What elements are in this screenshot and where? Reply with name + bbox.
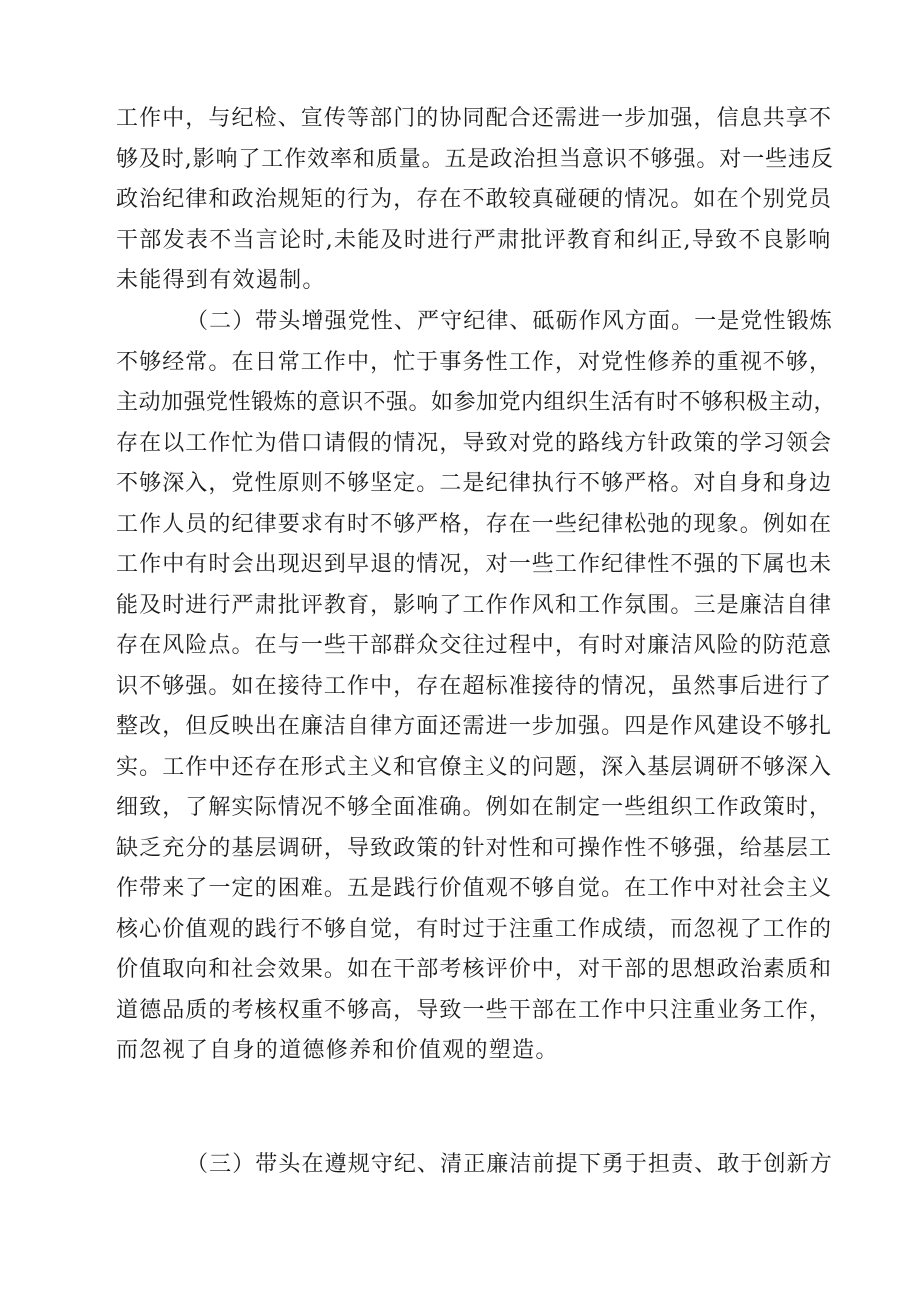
text-line: 干部发表不当言论时,未能及时进行严肃批评教育和纠正,导致不良影响 (116, 227, 832, 253)
paragraph-section-two (116, 302, 836, 1072)
text-line: 工作中有时会出现迟到早退的情况，对一些工作纪律性不强的下属也未 (116, 552, 833, 577)
text-line: 主动加强党性锻炼的意识不强。如参加党内组织生活有时不够积极主动， (116, 390, 837, 415)
text-line: 细致，了解实际情况不够全面准确。例如在制定一些组织工作政策时， (116, 795, 833, 820)
text-line: 价值取向和社会效果。如在干部考核评价中，对干部的思想政治素质和 (116, 957, 833, 982)
text-line: 作带来了一定的困难。五是践行价值观不够自觉。在工作中对社会主义 (116, 876, 833, 901)
text-line: 核心价值观的践行不够自觉，有时过于注重工作成绩，而忽视了工作的 (116, 916, 833, 942)
text-line: 存在风险点。在与一些干部群众交往过程中，有时对廉洁风险的防范意 (116, 633, 833, 658)
section-heading-line: （三）带头在遵规守纪、清正廉洁前提下勇于担责、敢于创新方 (186, 1152, 833, 1177)
text-line: 缺乏充分的基层调研，导致政策的针对性和可操作性不够强，给基层工 (116, 835, 833, 861)
text-line: 够及时,影响了工作效率和质量。五是政治担当意识不够强。对一些违反 (116, 146, 834, 172)
text-line: 实。工作中还存在形式主义和官僚主义的问题，深入基层调研不够深入 (116, 754, 833, 780)
text-line: 政治纪律和政治规矩的行为，存在不敢较真碰硬的情况。如在个别党员 (116, 187, 833, 212)
text-line: 识不够强。如在接待工作中，存在超标准接待的情况，虽然事后进行了 (116, 673, 833, 699)
text-line: 工作中，与纪检、宣传等部门的协同配合还需进一步加强，信息共享不 (116, 106, 833, 131)
paragraph-section-three (116, 1145, 836, 1186)
text-line: 未能得到有效遏制。 (116, 268, 326, 293)
text-line: 不够深入，党性原则不够坚定。二是纪律执行不够严格。对自身和身边 (116, 471, 833, 496)
text-line: 存在以工作忙为借口请假的情况，导致对党的路线方针政策的学习领会 (116, 430, 833, 456)
text-line: 道德品质的考核权重不够高，导致一些干部在工作中只注重业务工作， (116, 997, 833, 1023)
text-line: 工作人员的纪律要求有时不够严格，存在一些纪律松弛的现象。例如在 (116, 511, 833, 537)
text-line: 而忽视了自身的道德修养和价值观的塑造。 (116, 1038, 559, 1063)
text-line: 不够经常。在日常工作中，忙于事务性工作，对党性修养的重视不够， (116, 349, 833, 375)
paragraph-continuation (116, 99, 836, 302)
text-line: 能及时进行严肃批评教育，影响了工作作风和工作氛围。三是廉洁自律 (116, 592, 833, 618)
section-heading-line: （二）带头增强党性、严守纪律、砥砺作风方面。一是党性锻炼 (186, 309, 833, 334)
text-line: 整改，但反映出在廉洁自律方面还需进一步加强。四是作风建设不够扎 (116, 714, 833, 739)
